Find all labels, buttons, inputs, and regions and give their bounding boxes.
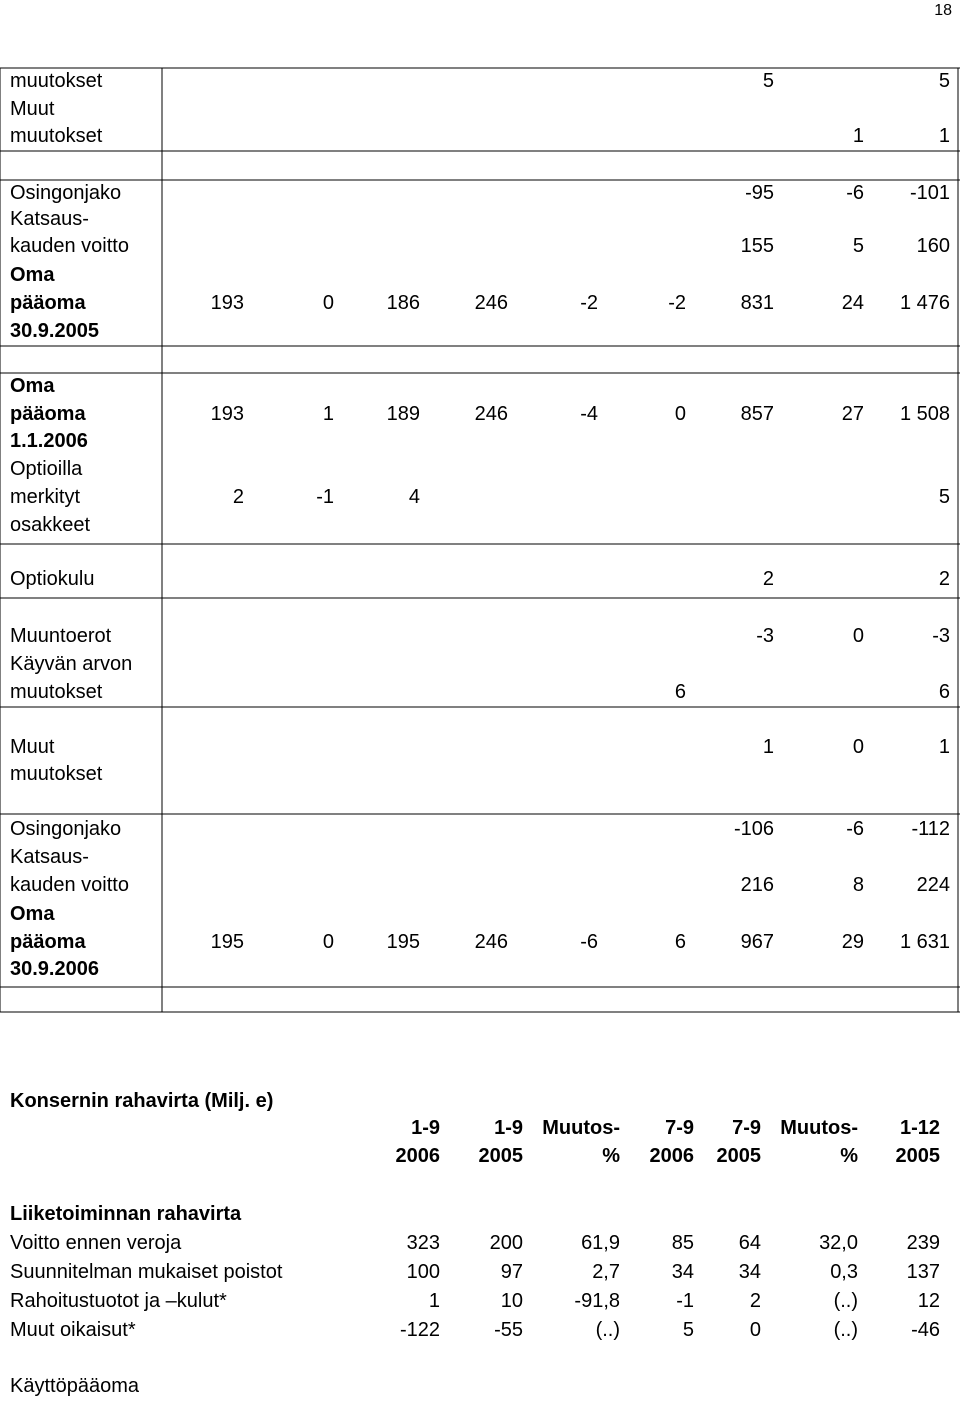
value-cell: -6 bbox=[846, 818, 864, 840]
value-cell: 193 bbox=[210, 292, 244, 314]
value-cell: 2 bbox=[749, 1290, 761, 1312]
value-cell: -101 bbox=[909, 182, 950, 204]
value-cell: 5 bbox=[938, 70, 950, 92]
value-cell: 246 bbox=[474, 292, 508, 314]
value-cell: 1 631 bbox=[899, 931, 950, 953]
value-cell: -2 bbox=[580, 292, 598, 314]
value-cell: 246 bbox=[474, 403, 508, 425]
value-cell: 5 bbox=[762, 70, 774, 92]
value-cell: 195 bbox=[386, 931, 420, 953]
value-cell: 1 bbox=[762, 736, 774, 758]
row-label: muutokset bbox=[10, 763, 103, 785]
value-cell: 831 bbox=[740, 292, 774, 314]
row-label: Muut bbox=[10, 736, 55, 758]
row-label: 30.9.2005 bbox=[10, 320, 99, 342]
value-cell: 12 bbox=[917, 1290, 940, 1312]
value-cell: 224 bbox=[916, 874, 950, 896]
value-cell: 2 bbox=[762, 568, 774, 590]
value-cell: -6 bbox=[846, 182, 864, 204]
row-label: Oma bbox=[10, 264, 55, 286]
row-label: Oma bbox=[10, 375, 55, 397]
row-label: pääoma bbox=[10, 403, 86, 425]
row-label: Rahoitustuotot ja –kulut* bbox=[10, 1290, 227, 1312]
value-cell: 4 bbox=[408, 486, 420, 508]
column-header: 2006 bbox=[649, 1145, 694, 1167]
column-header: 2006 bbox=[395, 1145, 440, 1167]
row-label: Muut oikaisut* bbox=[10, 1319, 136, 1341]
value-cell: 857 bbox=[740, 403, 774, 425]
value-cell: 0 bbox=[852, 625, 864, 647]
value-cell: 29 bbox=[841, 931, 864, 953]
value-cell: 0 bbox=[852, 736, 864, 758]
value-cell: 323 bbox=[406, 1232, 440, 1254]
row-label: muutokset bbox=[10, 70, 103, 92]
value-cell: 200 bbox=[489, 1232, 523, 1254]
page-number: 18 bbox=[934, 2, 952, 19]
value-cell: 97 bbox=[500, 1261, 523, 1283]
value-cell: 967 bbox=[740, 931, 774, 953]
value-cell: -4 bbox=[580, 403, 598, 425]
value-cell: (..) bbox=[833, 1290, 858, 1312]
column-header: 1-12 bbox=[899, 1117, 940, 1139]
value-cell: 100 bbox=[406, 1261, 440, 1283]
value-cell: 5 bbox=[938, 486, 950, 508]
row-label: Katsaus- bbox=[10, 208, 89, 230]
column-header: 7-9 bbox=[665, 1117, 694, 1139]
value-cell: 10 bbox=[500, 1290, 523, 1312]
value-cell: -3 bbox=[932, 625, 950, 647]
row-label: 1.1.2006 bbox=[10, 430, 88, 452]
row-label: merkityt bbox=[10, 486, 80, 508]
value-cell: 5 bbox=[682, 1319, 694, 1341]
value-cell: -112 bbox=[911, 818, 950, 840]
row-label: Optioilla bbox=[10, 458, 83, 480]
row-label: osakkeet bbox=[10, 514, 91, 536]
row-label: Muuntoerot bbox=[10, 625, 112, 647]
row-label: kauden voitto bbox=[10, 235, 129, 257]
column-header: 7-9 bbox=[732, 1117, 761, 1139]
value-cell: 1 bbox=[938, 125, 950, 147]
value-cell: 24 bbox=[841, 292, 864, 314]
value-cell: 6 bbox=[674, 931, 686, 953]
row-label: Käyvän arvon bbox=[10, 653, 133, 675]
row-label: Osingonjako bbox=[10, 818, 122, 840]
value-cell: -95 bbox=[745, 182, 774, 204]
value-cell: 1 476 bbox=[899, 292, 950, 314]
value-cell: 64 bbox=[738, 1232, 761, 1254]
value-cell: 6 bbox=[938, 681, 950, 703]
value-cell: 160 bbox=[916, 235, 950, 257]
row-label: Voitto ennen veroja bbox=[10, 1232, 182, 1254]
value-cell: 27 bbox=[841, 403, 864, 425]
value-cell: -106 bbox=[733, 818, 774, 840]
column-header: 2005 bbox=[895, 1145, 940, 1167]
value-cell: 1 bbox=[852, 125, 864, 147]
value-cell: -2 bbox=[668, 292, 686, 314]
value-cell: 186 bbox=[386, 292, 420, 314]
row-label: Osingonjako bbox=[10, 182, 122, 204]
value-cell: 0 bbox=[322, 292, 334, 314]
value-cell: 0,3 bbox=[830, 1261, 858, 1283]
row-label: Oma bbox=[10, 903, 55, 925]
row-label: 30.9.2006 bbox=[10, 958, 99, 980]
value-cell: 216 bbox=[740, 874, 774, 896]
row-label: pääoma bbox=[10, 931, 86, 953]
value-cell: -55 bbox=[494, 1319, 523, 1341]
row-label: pääoma bbox=[10, 292, 86, 314]
section-title-operating: Liiketoiminnan rahavirta bbox=[10, 1203, 242, 1225]
value-cell: 239 bbox=[906, 1232, 940, 1254]
column-header: Muutos- bbox=[542, 1117, 620, 1139]
value-cell: -46 bbox=[911, 1319, 940, 1341]
value-cell: -122 bbox=[399, 1319, 440, 1341]
value-cell: 155 bbox=[740, 235, 774, 257]
value-cell: 1 bbox=[428, 1290, 440, 1312]
value-cell: 2 bbox=[938, 568, 950, 590]
value-cell: -1 bbox=[316, 486, 334, 508]
value-cell: 1 bbox=[938, 736, 950, 758]
value-cell: 1 508 bbox=[899, 403, 950, 425]
column-header: 2005 bbox=[716, 1145, 761, 1167]
value-cell: (..) bbox=[833, 1319, 858, 1341]
section-title-working-capital: Käyttöpääoma bbox=[10, 1375, 139, 1397]
row-label: Suunnitelman mukaiset poistot bbox=[10, 1261, 283, 1283]
value-cell: 6 bbox=[674, 681, 686, 703]
value-cell: 0 bbox=[674, 403, 686, 425]
value-cell: 32,0 bbox=[819, 1232, 858, 1254]
column-header: % bbox=[602, 1145, 620, 1167]
column-header: % bbox=[840, 1145, 858, 1167]
value-cell: 0 bbox=[749, 1319, 761, 1341]
value-cell: 137 bbox=[906, 1261, 940, 1283]
value-cell: 195 bbox=[210, 931, 244, 953]
value-cell: 85 bbox=[671, 1232, 694, 1254]
value-cell: -91,8 bbox=[574, 1290, 620, 1312]
value-cell: -6 bbox=[580, 931, 598, 953]
column-header: Muutos- bbox=[780, 1117, 858, 1139]
value-cell: 189 bbox=[386, 403, 420, 425]
value-cell: 193 bbox=[210, 403, 244, 425]
value-cell: (..) bbox=[595, 1319, 620, 1341]
row-label: muutokset bbox=[10, 681, 103, 703]
value-cell: 8 bbox=[852, 874, 864, 896]
value-cell: 61,9 bbox=[581, 1232, 620, 1254]
value-cell: -1 bbox=[676, 1290, 694, 1312]
value-cell: 1 bbox=[322, 403, 334, 425]
cash-flow-title: Konsernin rahavirta (Milj. e) bbox=[10, 1090, 274, 1112]
value-cell: -3 bbox=[756, 625, 774, 647]
row-label: muutokset bbox=[10, 125, 103, 147]
row-label: Muut bbox=[10, 98, 55, 120]
value-cell: 0 bbox=[322, 931, 334, 953]
column-header: 1-9 bbox=[494, 1117, 523, 1139]
row-label: Katsaus- bbox=[10, 846, 89, 868]
column-header: 1-9 bbox=[411, 1117, 440, 1139]
column-header: 2005 bbox=[478, 1145, 523, 1167]
value-cell: 5 bbox=[852, 235, 864, 257]
value-cell: 2 bbox=[232, 486, 244, 508]
row-label: kauden voitto bbox=[10, 874, 129, 896]
row-label: Optiokulu bbox=[10, 568, 95, 590]
value-cell: 246 bbox=[474, 931, 508, 953]
value-cell: 34 bbox=[738, 1261, 761, 1283]
value-cell: 34 bbox=[671, 1261, 694, 1283]
value-cell: 2,7 bbox=[592, 1261, 620, 1283]
